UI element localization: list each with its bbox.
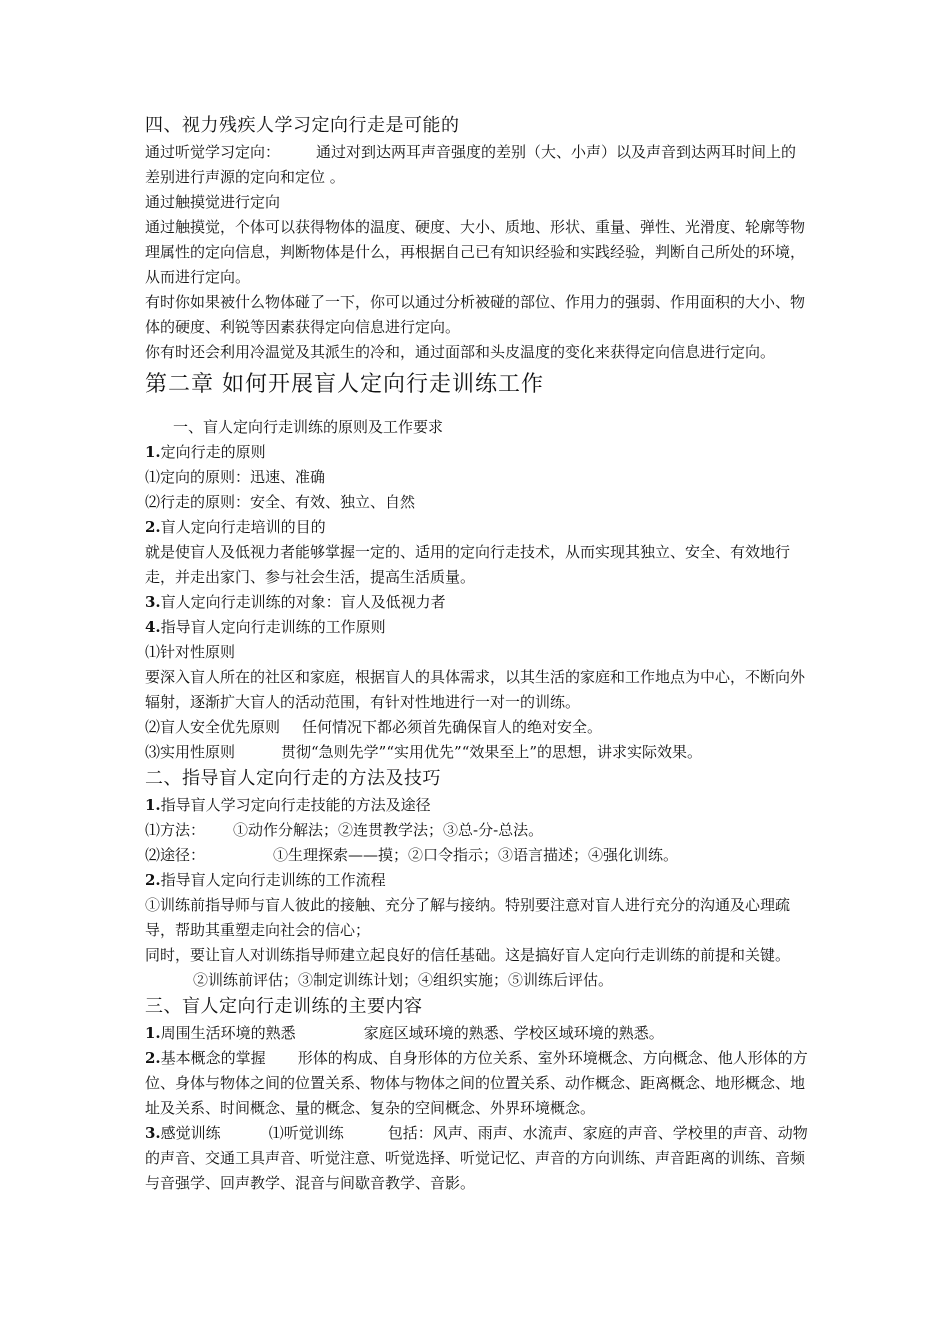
item-text: 盲人定向行走培训的目的 bbox=[160, 518, 326, 536]
text: 家庭区域环境的熟悉、学校区域环境的熟悉。 bbox=[363, 1024, 664, 1042]
section-heading-3: 三、盲人定向行走训练的主要内容 bbox=[145, 996, 423, 1017]
text: 包括：风声、雨声、水流声、家庭的声音、学校里的声音、动物的声音、交通工具声音、听觉注意、听觉选择、听觉记忆、声音的方向训练、声音距离的训练、音频与音强学、回声教学、混音与间歇音教学、音影。 bbox=[145, 1124, 808, 1192]
document-page bbox=[145, 112, 810, 1196]
item-heading bbox=[145, 515, 810, 540]
text: 任何情况下都必须首先确保盲人的绝对安全。 bbox=[302, 718, 603, 736]
item-number: 2. bbox=[145, 871, 161, 889]
item-heading bbox=[145, 615, 810, 640]
text: ①生理探索——摸；②口令指示；③语言描述；④强化训练。 bbox=[273, 846, 679, 864]
paragraph: ⑴针对性原则 bbox=[145, 643, 236, 661]
section-heading-2: 二、指导盲人定向行走的方法及技巧 bbox=[145, 768, 441, 789]
item-text: 指导盲人定向行走训练的工作流程 bbox=[160, 871, 386, 889]
paragraph: ⑵行走的原则：安全、有效、独立、自然 bbox=[145, 493, 416, 511]
text: ⑶实用性原则 bbox=[145, 743, 236, 761]
item-heading bbox=[145, 1021, 810, 1046]
paragraph: 通过触摸觉，个体可以获得物体的温度、硬度、大小、质地、形状、重量、弹性、光滑度、轮廓等物理属性的定向信息，判断物体是什么，再根据自己已有知识经验和实践经验，判断自己所处的环境，从而进行定向。 bbox=[145, 218, 806, 286]
item-heading bbox=[145, 793, 810, 818]
text: ①动作分解法；②连贯教学法；③总-分-总法。 bbox=[233, 821, 544, 839]
text: 同时，要让盲人对训练指导师建立起良好的信任基础。这是搞好盲人定向行走训练的前提和关键。 bbox=[145, 946, 791, 964]
paragraph bbox=[145, 818, 810, 843]
section-heading-4: 四、视力残疾人学习定向行走是可能的 bbox=[145, 115, 460, 136]
text: ⑵途径： bbox=[145, 846, 206, 864]
paragraph: ⑴定向的原则：迅速、准确 bbox=[145, 468, 326, 486]
item-text: 指导盲人学习定向行走技能的方法及途径 bbox=[160, 796, 431, 814]
item-text: 定向行走的原则 bbox=[160, 443, 266, 461]
text: ⑴方法： bbox=[145, 821, 206, 839]
paragraph bbox=[145, 715, 810, 740]
item-heading bbox=[145, 590, 810, 615]
text: 通过听觉学习定向： bbox=[145, 143, 281, 161]
item-number: 4. bbox=[145, 618, 161, 636]
item-text: 指导盲人定向行走训练的工作原则 bbox=[160, 618, 386, 636]
text: ②训练前评估；③制定训练计划；④组织实施；⑤训练后评估。 bbox=[193, 971, 614, 989]
paragraph bbox=[145, 140, 810, 190]
paragraph bbox=[145, 1046, 810, 1121]
paragraph bbox=[145, 943, 810, 993]
text: ⑴听觉训练 bbox=[268, 1124, 344, 1142]
paragraph bbox=[145, 843, 810, 868]
paragraph: 就是使盲人及低视力者能够掌握一定的、适用的定向行走技术，从而实现其独立、安全、有效地行走，并走出家门、参与社会生活，提高生活质量。 bbox=[145, 543, 791, 586]
paragraph: 要深入盲人所在的社区和家庭，根据盲人的具体需求，以其生活的家庭和工作地点为中心，不断向外辐射，逐渐扩大盲人的活动范围，有针对性地进行一对一的训练。 bbox=[145, 668, 806, 711]
item-number: 1. bbox=[145, 796, 161, 814]
item-heading bbox=[145, 440, 810, 465]
item-text: 周围生活环境的熟悉 bbox=[160, 1024, 296, 1042]
item-text: 感觉训练 bbox=[160, 1124, 221, 1142]
item-number: 3. bbox=[145, 593, 161, 611]
text: 贯彻“急则先学”“实用优先”“效果至上”的思想，讲求实际效果。 bbox=[281, 743, 703, 761]
paragraph: 通过触摸觉进行定向 bbox=[145, 193, 281, 211]
item-number: 2. bbox=[145, 1049, 161, 1067]
text: 形体的构成、自身形体的方位关系、室外环境概念、方向概念、他人形体的方位、身体与物体之间的位置关系、物体与物体之间的位置关系、动作概念、距离概念、地形概念、地址及关系、时间概念、量的概念、复杂的空间概念、外界环境概念。 bbox=[145, 1049, 808, 1117]
chapter-title: 第二章 如何开展盲人定向行走训练工作 bbox=[145, 372, 544, 397]
item-number: 1. bbox=[145, 443, 161, 461]
item-number: 3. bbox=[145, 1124, 161, 1142]
paragraph bbox=[145, 1121, 810, 1196]
paragraph bbox=[145, 740, 810, 765]
text: ⑵盲人安全优先原则 bbox=[145, 718, 281, 736]
item-text: 盲人定向行走训练的对象：盲人及低视力者 bbox=[160, 593, 446, 611]
item-text: 基本概念的掌握 bbox=[160, 1049, 266, 1067]
paragraph: ①训练前指导师与盲人彼此的接触、充分了解与接纳。特别要注意对盲人进行充分的沟通及心理疏导，帮助其重塑走向社会的信心； bbox=[145, 896, 791, 939]
text: 通过对到达两耳声音强度的差别（大、小声）以及声音到达两耳时间上的差别进行声源的定向和定位 。 bbox=[145, 143, 797, 186]
item-heading bbox=[145, 868, 810, 893]
item-number: 1. bbox=[145, 1024, 161, 1042]
paragraph: 有时你如果被什么物体碰了一下，你可以通过分析被碰的部位、作用力的强弱、作用面积的大小、物体的硬度、利锐等因素获得定向信息进行定向。 bbox=[145, 293, 806, 336]
item-number: 2. bbox=[145, 518, 161, 536]
paragraph: 你有时还会利用冷温觉及其派生的冷和，通过面部和头皮温度的变化来获得定向信息进行定向。 bbox=[145, 343, 776, 361]
section-heading-1: 一、盲人定向行走训练的原则及工作要求 bbox=[173, 418, 444, 436]
